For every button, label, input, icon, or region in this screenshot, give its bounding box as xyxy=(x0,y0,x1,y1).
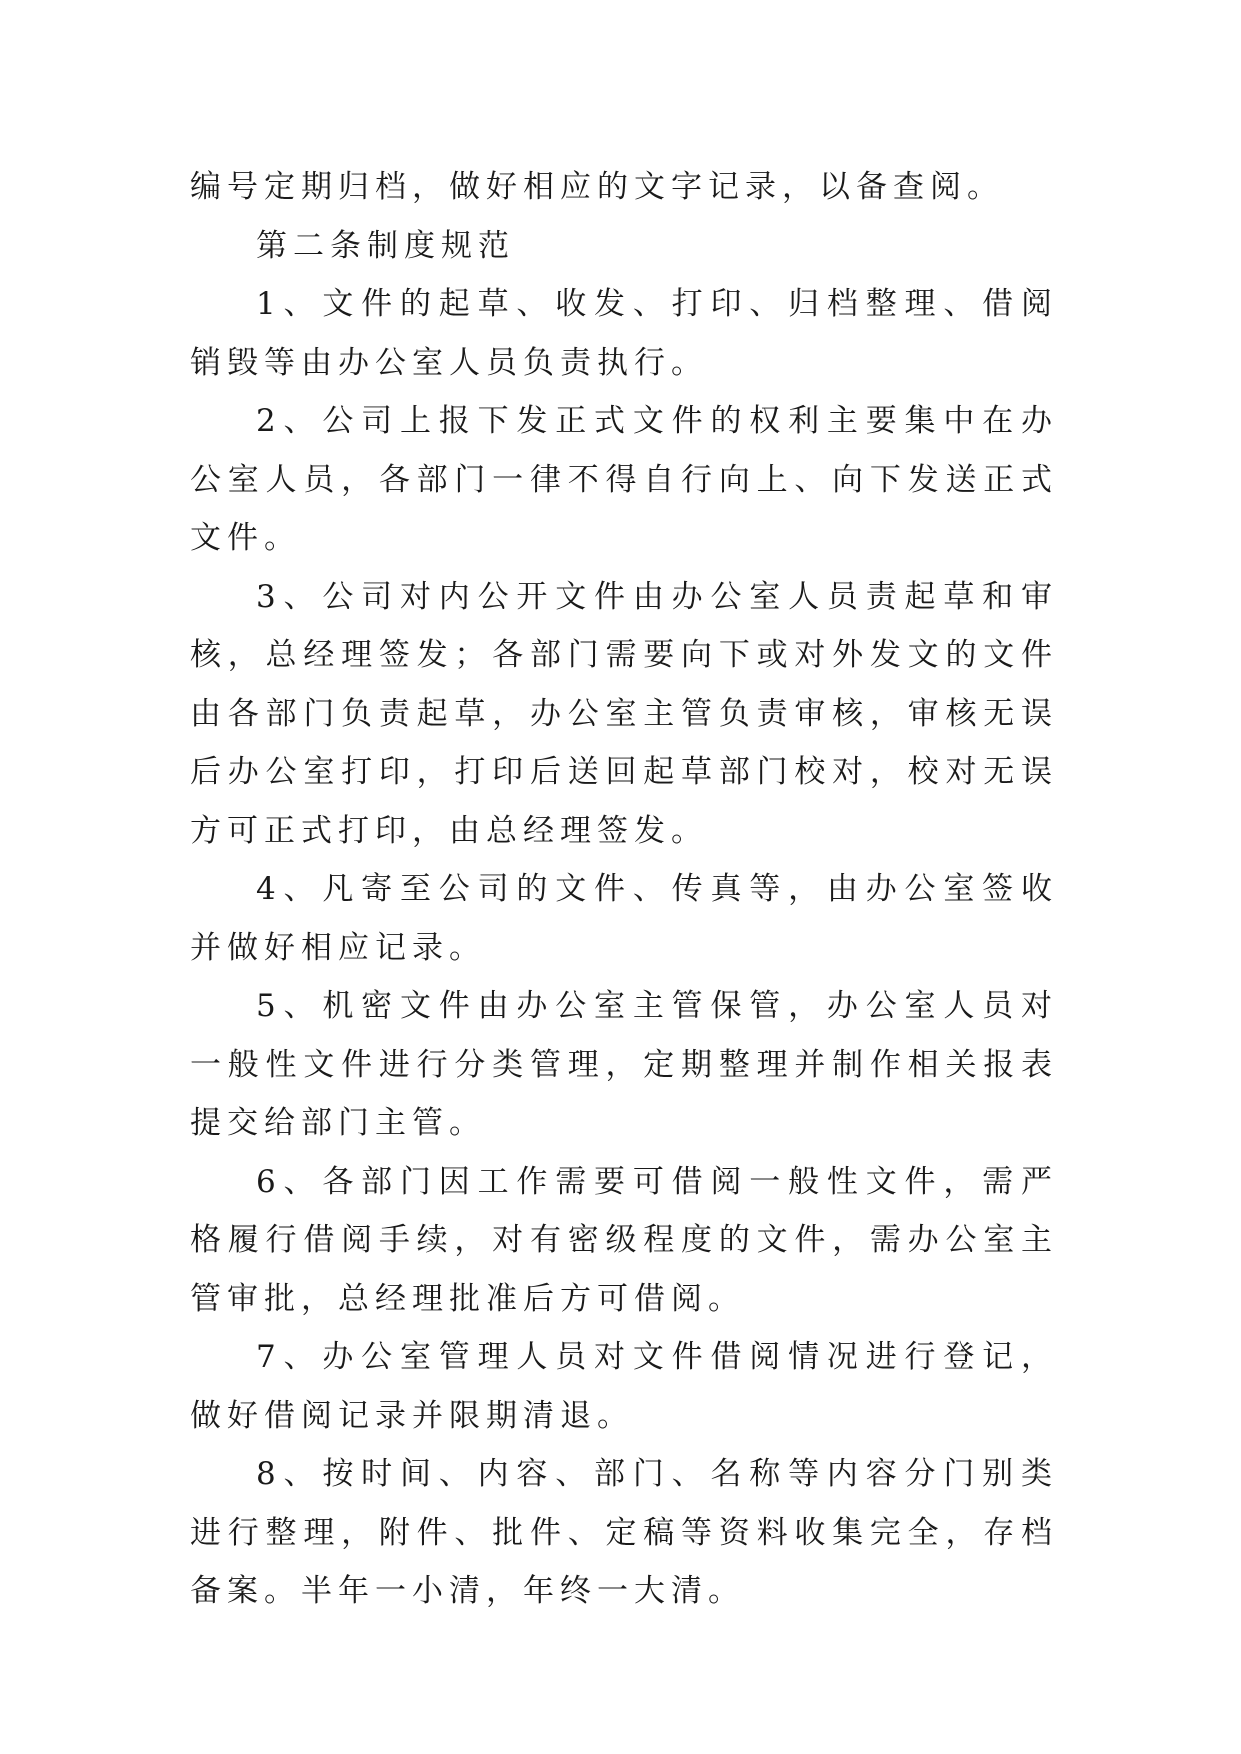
paragraph-item-4: 4、凡寄至公司的文件、传真等，由办公室签收并做好相应记录。 xyxy=(190,871,1058,966)
paragraph-item-8: 8、按时间、内容、部门、名称等内容分门别类进行整理，附件、批件、定稿等资料收集完全，存档备案。半年一小清，年终一大清。 xyxy=(190,1456,1058,1609)
paragraph-item-3: 3、公司对内公开文件由办公室人员责起草和审核，总经理签发；各部门需要向下或对外发文的文件由各部门负责起草，办公室主管负责审核，审核无误后办公室打印，打印后送回起草部门校对，校对无误方可正式打印，由总经理签发。 xyxy=(190,578,1058,849)
paragraph-item-5: 5、机密文件由办公室主管保管，办公室人员对一般性文件进行分类管理，定期整理并制作相关报表提交给部门主管。 xyxy=(190,988,1058,1141)
paragraph-item-2: 2、公司上报下发正式文件的权利主要集中在办公室人员，各部门一律不得自行向上、向下发送正式文件。 xyxy=(190,403,1058,556)
document-body xyxy=(190,158,1058,1621)
paragraph-item-1: 1、文件的起草、收发、打印、归档整理、借阅销毁等由办公室人员负责执行。 xyxy=(190,286,1058,381)
paragraph-item-6: 6、各部门因工作需要可借阅一般性文件，需严格履行借阅手续，对有密级程度的文件，需办公室主管审批，总经理批准后方可借阅。 xyxy=(190,1163,1058,1317)
paragraph-item-7: 7、办公室管理人员对文件借阅情况进行登记，做好借阅记录并限期清退。 xyxy=(190,1339,1058,1434)
section-heading: 第二条制度规范 xyxy=(256,227,515,264)
paragraph-continuation: 编号定期归档，做好相应的文字记录，以备查阅。 xyxy=(190,169,1004,205)
